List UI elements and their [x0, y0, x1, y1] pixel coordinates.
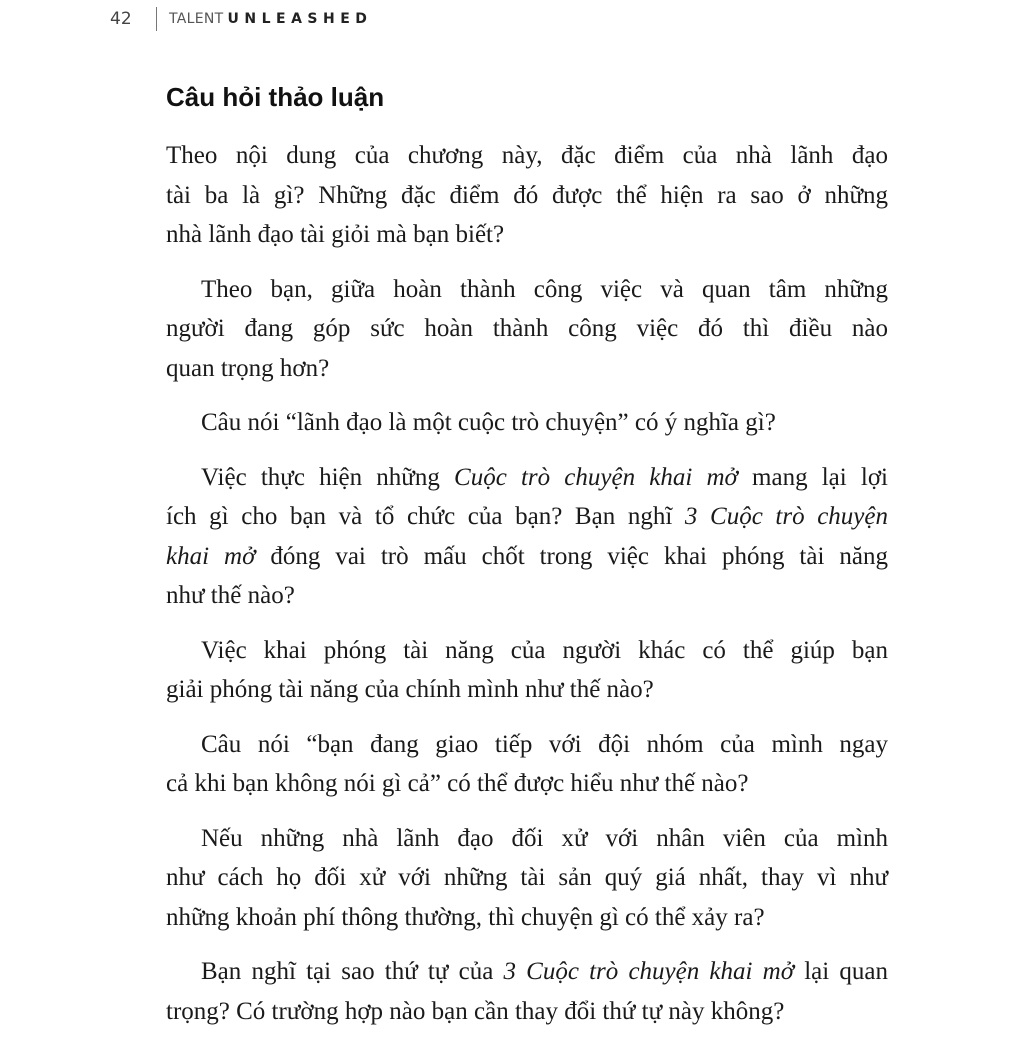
- text-run: người đang góp sức hoàn thành công việc đó thì điều nào: [166, 315, 888, 342]
- discussion-question: [166, 631, 888, 710]
- text-run: Câu nói “bạn đang giao tiếp với đội nhóm của mình ngay: [201, 730, 888, 758]
- text-line: [166, 537, 888, 577]
- text-run: như cách họ đối xử với những tài sản quý giá nhất, thay vì như: [166, 864, 888, 891]
- text-line: [166, 725, 888, 765]
- text-run: cả khi bạn không nói gì cả” có thể được hiểu như thế nào?: [166, 770, 749, 797]
- text-line: [166, 631, 888, 671]
- text-run: Việc khai phóng tài năng của người khác có thể giúp bạn: [201, 636, 888, 664]
- section-heading: Câu hỏi thảo luận: [166, 82, 385, 112]
- text-line: [166, 458, 888, 498]
- text-line: [166, 403, 888, 443]
- running-header: [110, 6, 372, 32]
- text-line: [166, 270, 888, 310]
- text-line: [166, 497, 888, 537]
- body-text: [166, 136, 888, 1046]
- discussion-question: [166, 136, 888, 255]
- text-line: [166, 576, 888, 616]
- text-run: trọng? Có trường hợp nào bạn cần thay đổi thứ tự này không?: [166, 997, 785, 1025]
- header-divider: [156, 7, 157, 31]
- italic-text: khai mở: [166, 542, 256, 570]
- discussion-question: [166, 952, 888, 1031]
- discussion-question: [166, 819, 888, 938]
- text-run: ích gì cho bạn và tổ chức của bạn? Bạn nghĩ: [166, 503, 685, 530]
- text-run: Nếu những nhà lãnh đạo đối xử với nhân viên của mình: [201, 824, 888, 852]
- text-line: [166, 992, 888, 1032]
- text-line: [166, 176, 888, 216]
- text-line: [166, 898, 888, 938]
- discussion-question: [166, 458, 888, 616]
- text-run: lại quan: [794, 958, 888, 985]
- text-line: [166, 764, 888, 804]
- text-run: những khoản phí thông thường, thì chuyện gì có thể xảy ra?: [166, 903, 765, 931]
- book-title-bold: UNLEASHED: [227, 11, 373, 27]
- italic-text: Cuộc trò chuyện khai mở: [454, 463, 738, 491]
- text-run: mang lại lợi: [737, 463, 888, 491]
- text-run: Theo nội dung của chương này, đặc điểm của nhà lãnh đạo: [166, 142, 888, 169]
- text-line: [166, 136, 888, 176]
- discussion-question: [166, 725, 888, 804]
- discussion-question: [166, 403, 888, 443]
- text-run: nhà lãnh đạo tài giỏi mà bạn biết?: [166, 221, 505, 248]
- page-number: 42: [110, 9, 132, 29]
- book-title-light: TALENT: [169, 11, 224, 27]
- text-run: Câu nói “lãnh đạo là một cuộc trò chuyện” có ý nghĩa gì?: [201, 409, 776, 436]
- text-line: [166, 952, 888, 992]
- text-run: giải phóng tài năng của chính mình như thế nào?: [166, 676, 654, 703]
- text-run: tài ba là gì? Những đặc điểm đó được thể hiện ra sao ở những: [166, 181, 888, 209]
- text-run: quan trọng hơn?: [166, 354, 330, 382]
- italic-text: 3 Cuộc trò chuyện khai mở: [503, 958, 795, 985]
- text-line: [166, 215, 888, 255]
- text-line: [166, 670, 888, 710]
- text-run: Bạn nghĩ tại sao thứ tự của: [201, 958, 504, 985]
- text-run: đóng vai trò mấu chốt trong việc khai phóng tài năng: [255, 542, 888, 570]
- italic-text: 3 Cuộc trò chuyện: [684, 503, 889, 530]
- text-line: [166, 309, 888, 349]
- text-run: Theo bạn, giữa hoàn thành công việc và quan tâm những: [201, 275, 888, 303]
- discussion-question: [166, 270, 888, 389]
- text-run: như thế nào?: [166, 582, 295, 609]
- text-line: [166, 349, 888, 389]
- text-line: [166, 819, 888, 859]
- text-line: [166, 858, 888, 898]
- text-run: Việc thực hiện những: [201, 463, 455, 491]
